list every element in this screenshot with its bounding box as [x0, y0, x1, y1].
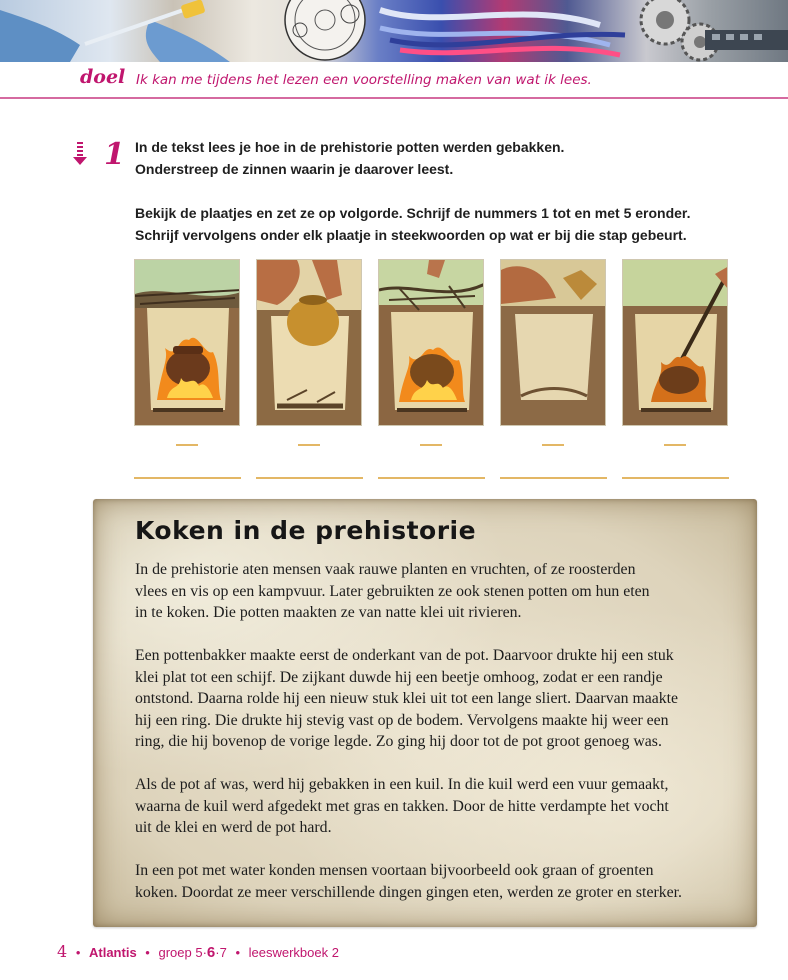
number-answer-line[interactable] [664, 444, 686, 446]
number-answer-line[interactable] [420, 444, 442, 446]
header-banner [0, 0, 788, 62]
instruction-line: Bekijk de plaatjes en zet ze op volgorde. Schrijf de nummers 1 tot en met 5 eronder. [135, 205, 691, 221]
article-paragraph [135, 645, 745, 753]
number-answer-line[interactable] [542, 444, 564, 446]
article-line: uit de klei en werd de pot hard. [135, 819, 332, 836]
keywords-answer-line[interactable] [622, 477, 729, 479]
number-answer-line[interactable] [176, 444, 198, 446]
number-answer-line[interactable] [298, 444, 320, 446]
article-line: In een pot met water konden mensen voortaan bijvoorbeeld ook graan of groenten [135, 862, 654, 879]
instruction-underline [135, 136, 564, 180]
footer-group-current: 6 [206, 944, 216, 961]
article-line: vlees en vis op een kampvuur. Later gebruikten ze ook stenen potten om hun eten [135, 582, 650, 600]
article-line: klei plat tot een schijf. De zijkant duwde hij een beetje omhoog, zodat er een randje [135, 668, 663, 686]
footer-book: leeswerkboek 2 [248, 945, 339, 960]
instruction-line: Schrijf vervolgens onder elk plaatje in steekwoorden op wat er bij die stap gebeurt. [135, 227, 687, 243]
page-number: 4 [57, 942, 68, 961]
goal-divider [0, 97, 788, 99]
down-arrow-icon [73, 142, 87, 166]
keywords-answer-line[interactable] [134, 477, 241, 479]
article-line: Een pottenbakker maakte eerst de onderkant van de pot. Daarvoor drukte hij een stuk [135, 647, 674, 664]
goal-label: doel [80, 66, 126, 88]
article-body [135, 559, 745, 925]
article-line: koken. Doordat ze meer verschillende dingen gingen eten, werden ze groter en sterker. [135, 883, 682, 901]
article-card [93, 499, 757, 927]
article-paragraph [135, 774, 745, 839]
article-line: Als de pot af was, werd hij gebakken in een kuil. In die kuil werd een vuur gemaakt, [135, 776, 669, 793]
instruction-order [135, 202, 691, 246]
instruction-line: Onderstreep de zinnen waarin je daarover leest. [135, 161, 454, 177]
picture-branches-over-fire [378, 259, 484, 426]
goal-text: Ik kan me tijdens het lezen een voorstelling maken van wat ik lees. [136, 72, 592, 88]
picture-pot-lowered-into-pit [256, 259, 362, 426]
picture-pot-in-covered-pit [134, 259, 240, 426]
task-number: 1 [104, 137, 125, 172]
footer-bullet: • [75, 945, 81, 960]
article-line: hij een ring. Die drukte hij stevig vast op de bodem. Vervolgens maakte hij weer een [135, 711, 669, 729]
keywords-answer-line[interactable] [500, 477, 607, 479]
footer-bullet: • [145, 945, 150, 960]
article-line: In de prehistorie aten mensen vaak rauwe planten en vruchten, of ze roosterden [135, 561, 636, 578]
instruction-line: In de tekst lees je hoe in de prehistorie potten werden gebakken. [135, 139, 565, 155]
keywords-answer-line[interactable] [378, 477, 485, 479]
article-title: Koken in de prehistorie [135, 516, 477, 545]
footer-brand: Atlantis [89, 945, 137, 960]
footer-bullet: • [235, 945, 240, 960]
article-line: ontstond. Daarna rolde hij een nieuw stuk klei uit tot een lange sliert. Daarvan maakte [135, 690, 679, 707]
article-paragraph [135, 559, 745, 624]
keywords-answer-line[interactable] [256, 477, 363, 479]
picture-empty-pit [500, 259, 606, 426]
footer-group-suffix: ·7 [215, 945, 227, 960]
article-line: in te koken. Die potten maakten ze van natte klei uit rivieren. [135, 604, 522, 621]
article-line: ring, die hij bovenop de vorige legde. Zo ging hij door tot de pot groot genoeg was. [135, 733, 662, 750]
article-line: waarna de kuil werd afgedekt met gras en takken. Door de hitte verdampte het vocht [135, 797, 669, 815]
footer-group-prefix: groep 5· [158, 945, 207, 960]
page-footer [57, 942, 339, 961]
article-paragraph [135, 860, 745, 903]
picture-stick-fire-in-pit [622, 259, 728, 426]
